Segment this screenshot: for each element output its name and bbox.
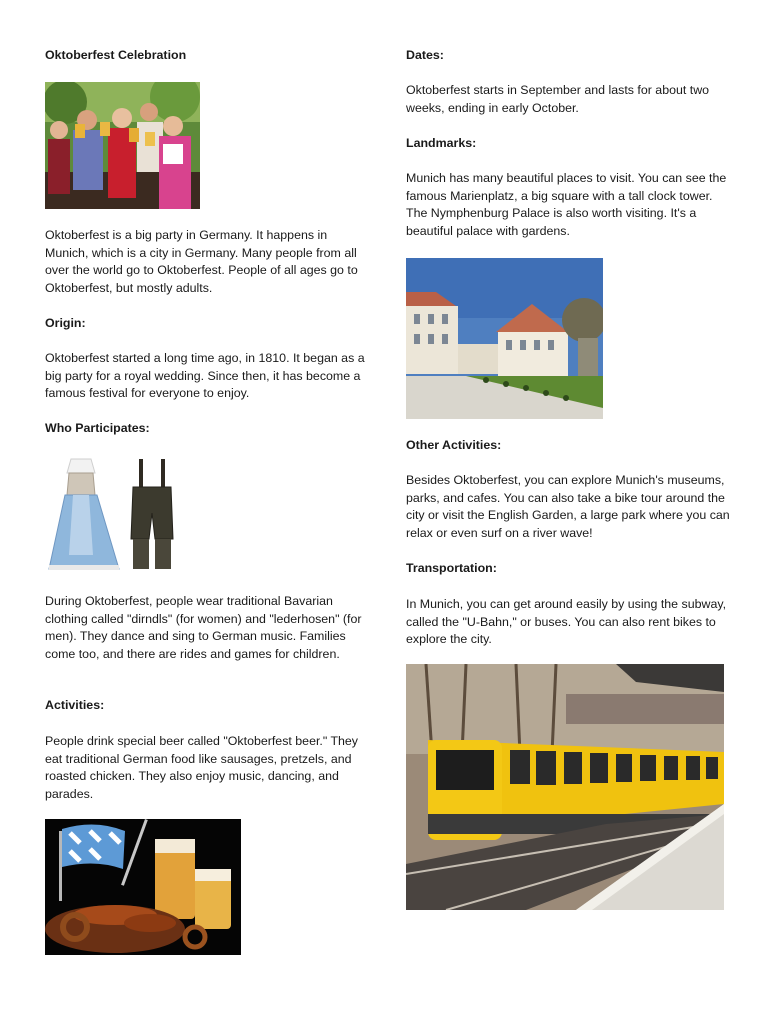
nymphenburg-palace-photo — [406, 258, 603, 419]
dirndl-lederhosen-illustration — [45, 455, 185, 575]
participants-paragraph: During Oktoberfest, people wear traditional Bavarian clothing called "dirndls" (for women) and "lederhosen" (for men). They dance and sing to German music. Families come too, and there are rides and games for children. — [45, 594, 362, 661]
participants-heading: Who Participates: — [45, 421, 150, 435]
dates-heading: Dates: — [406, 48, 444, 62]
other-activities-heading: Other Activities: — [406, 438, 502, 452]
origin-heading: Origin: — [45, 316, 86, 330]
dates-paragraph: Oktoberfest starts in September and lasts for about two weeks, ending in early October. — [406, 83, 710, 115]
activities-paragraph: People drink special beer called "Oktoberfest beer." They eat traditional German food like sausages, pretzels, and roasted chicken. They also enjoy music, dancing, and parades. — [45, 734, 359, 801]
u-bahn-train-photo — [406, 664, 724, 910]
beer-and-food-photo — [45, 819, 241, 955]
activities-heading: Activities: — [45, 698, 105, 712]
other-activities-paragraph: Besides Oktoberfest, you can explore Munich's museums, parks, and cafes. You can also take a bike tour around the city or visit the English Garden, a large park where you can relax or even surf on a river wave! — [406, 473, 730, 540]
page-title: Oktoberfest Celebration — [45, 48, 187, 62]
beer-garden-photo — [45, 82, 200, 209]
transportation-heading: Transportation: — [406, 561, 497, 575]
intro-paragraph: Oktoberfest is a big party in Germany. It happens in Munich, which is a city in Germany. Many people from all over the world go to Oktoberfest. People of all ages go to Oktoberfest, but mostly adults. — [45, 228, 358, 295]
landmarks-paragraph: Munich has many beautiful places to visit. You can see the famous Marienplatz, a big square with a tall clock tower. The Nymphenburg Palace is also worth visiting. It's a beautiful palace with gardens. — [406, 171, 727, 238]
transportation-paragraph: In Munich, you can get around easily by using the subway, called the "U-Bahn," or buses. You can also rent bikes to explore the city. — [406, 597, 727, 647]
origin-paragraph: Oktoberfest started a long time ago, in 1810. It began as a big party for a royal wedding. Since then, it has become a famous festival for everyone to enjoy. — [45, 351, 365, 401]
landmarks-heading: Landmarks: — [406, 136, 477, 150]
